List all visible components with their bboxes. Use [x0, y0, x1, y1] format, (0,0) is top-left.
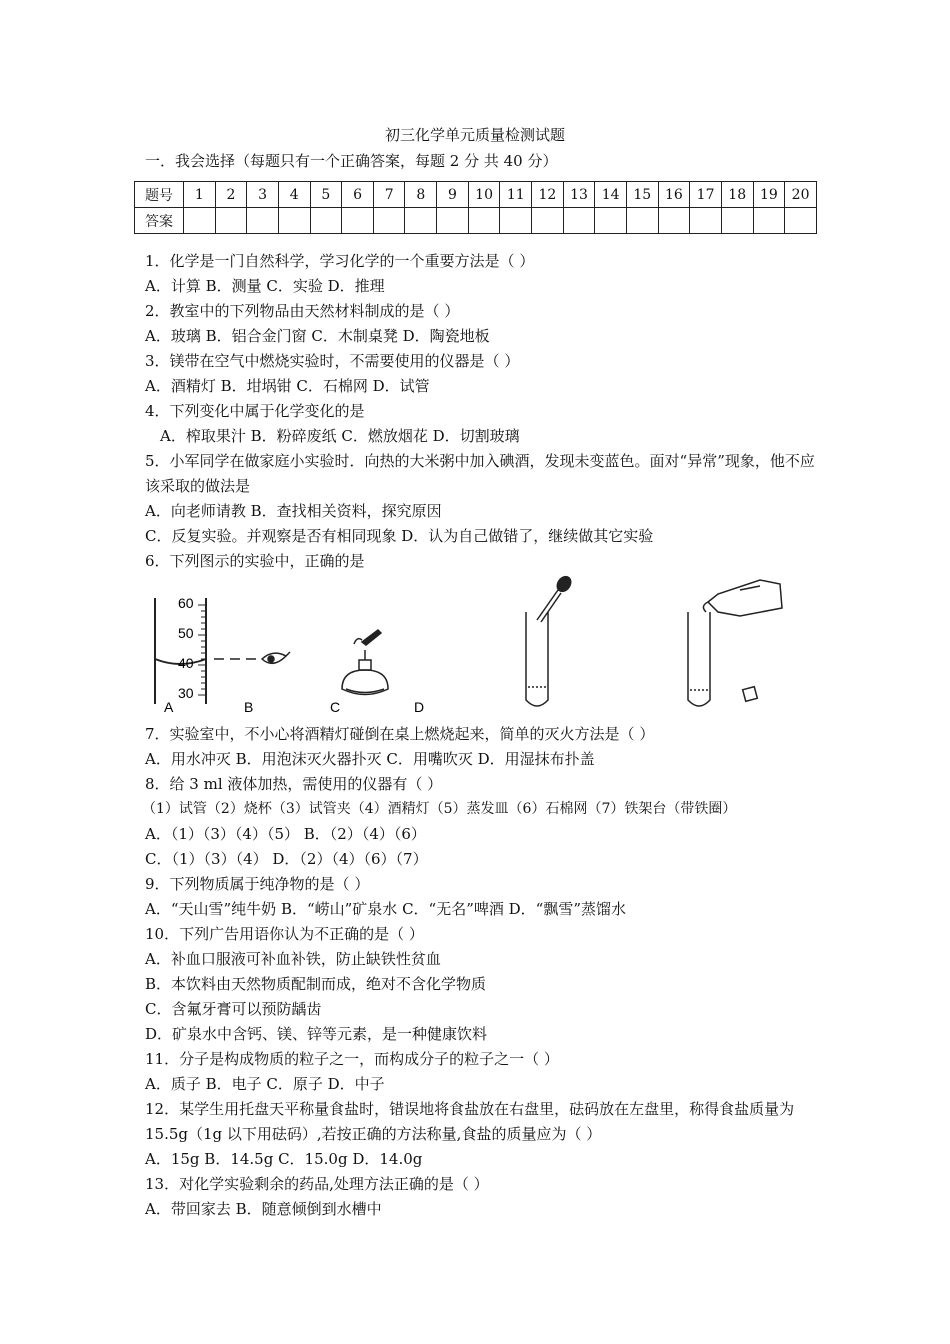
- answer-cell[interactable]: [563, 208, 595, 234]
- question-line: 10．下列广告用语你认为不正确的是（ ）: [145, 925, 424, 943]
- eye-icon: [262, 652, 290, 663]
- questions-part-2: [142, 722, 825, 1222]
- option-line: A．质子 B．电子 C．原子 D．中子: [145, 1075, 385, 1093]
- question-line: 13．对化学实验剩余的药品,处理方法正确的是（ ）: [145, 1175, 489, 1193]
- pouring-bottle-icon: [688, 580, 782, 706]
- option-line: A．玻璃 B．铝合金门窗 C．木制桌凳 D．陶瓷地板: [145, 327, 490, 345]
- question-line: 12．某学生用托盘天平称量食盐时，错误地将食盐放在右盘里，砝码放在左盘里，称得食盐质量为 15.5g（1g 以下用砝码）,若按正确的方法称量,食盐的质量应为（ ）: [145, 1100, 795, 1143]
- option-line: A．带回家去 B．随意倾倒到水槽中: [145, 1200, 382, 1218]
- figure-label-d: D: [414, 699, 425, 715]
- option-line: A．酒精灯 B．坩埚钳 C．石棉网 D．试管: [145, 377, 430, 395]
- table-row: [135, 182, 817, 208]
- option-line: A．向老师请教 B．查找相关资料，探究原因: [145, 502, 442, 520]
- answer-cell[interactable]: [500, 208, 532, 234]
- answer-cell[interactable]: [215, 208, 247, 234]
- question-number-cell: 3: [247, 182, 279, 208]
- answer-cell[interactable]: [753, 208, 785, 234]
- scale-mark: 50: [178, 625, 194, 641]
- dropper-test-tube-icon: [526, 574, 574, 706]
- scale-mark: 30: [178, 685, 194, 701]
- scale-mark: 60: [178, 595, 194, 611]
- option-line: A．（1）（3）（4）（5） B．（2）（4）（6）: [145, 825, 426, 843]
- option-line: C．（1）（3）（4） D．（2）（4）（6）（7）: [145, 850, 428, 868]
- option-line: A．补血口服液可补血补铁，防止缺铁性贫血: [145, 950, 441, 968]
- lab-operations-figure: [140, 572, 800, 720]
- answer-cell[interactable]: [626, 208, 658, 234]
- answer-cell[interactable]: [690, 208, 722, 234]
- option-line: C．反复实验。并观察是否有相同现象 D．认为自己做错了，继续做其它实验: [145, 527, 654, 545]
- question-number-cell: 15: [626, 182, 658, 208]
- answer-cell[interactable]: [468, 208, 500, 234]
- question-number-cell: 16: [658, 182, 690, 208]
- question-number-cell: 12: [532, 182, 564, 208]
- question-line: 1．化学是一门自然科学，学习化学的一个重要方法是（ ）: [145, 252, 535, 270]
- alcohol-lamp-icon: [342, 630, 388, 695]
- question-number-cell: 20: [785, 182, 817, 208]
- question-line: 7．实验室中，不小心将酒精灯碰倒在桌上燃烧起来，简单的灭火方法是（ ）: [145, 725, 655, 743]
- question-number-cell: 4: [278, 182, 310, 208]
- questions-part-1: [145, 249, 825, 574]
- answer-cell[interactable]: [785, 208, 817, 234]
- question-number-cell: 7: [373, 182, 405, 208]
- answer-cell[interactable]: [721, 208, 753, 234]
- option-line: A．用水冲灭 B．用泡沫灭火器扑灭 C．用嘴吹灭 D．用湿抹布扑盖: [145, 750, 595, 768]
- answer-cell[interactable]: [532, 208, 564, 234]
- option-line: A．“天山雪”纯牛奶 B．“崂山”矿泉水 C．“无名”啤酒 D．“飘雪”蒸馏水: [145, 900, 627, 918]
- section-heading: 一．我会选择（每题只有一个正确答案，每题 2 分 共 40 分）: [145, 152, 558, 170]
- answer-cell[interactable]: [184, 208, 216, 234]
- graduated-cylinder-icon: [155, 598, 256, 704]
- figure-label-c: C: [330, 699, 341, 715]
- figure-label-a: A: [164, 699, 174, 715]
- answer-cell[interactable]: [658, 208, 690, 234]
- page-title: 初三化学单元质量检测试题: [384, 126, 565, 144]
- table-row-header: 题号: [135, 182, 184, 208]
- table-row-header: 答案: [135, 208, 184, 234]
- question-line: 3．镁带在空气中燃烧实验时，不需要使用的仪器是（ ）: [145, 352, 520, 370]
- question-number-cell: 17: [690, 182, 722, 208]
- question-line: 5．小军同学在做家庭小实验时．向热的大米粥中加入碘酒，发现未变蓝色。面对“异常”现象，他不应该采取的做法是: [145, 452, 815, 495]
- question-line: 8．给 3 ml 液体加热，需使用的仪器有（ ）: [145, 775, 443, 793]
- question-line: （1）试管（2）烧杯（3）试管夹（4）酒精灯（5）蒸发皿（6）石棉网（7）铁架台（带铁圈）: [142, 801, 737, 817]
- question-number-cell: 2: [215, 182, 247, 208]
- question-line: 2．教室中的下列物品由天然材料制成的是（ ）: [145, 302, 460, 320]
- answer-table: [134, 181, 817, 234]
- question-number-cell: 6: [342, 182, 374, 208]
- question-number-cell: 18: [721, 182, 753, 208]
- answer-cell[interactable]: [595, 208, 627, 234]
- question-number-cell: 11: [500, 182, 532, 208]
- question-number-cell: 1: [184, 182, 216, 208]
- question-number-cell: 8: [405, 182, 437, 208]
- answer-cell[interactable]: [405, 208, 437, 234]
- answer-cell[interactable]: [437, 208, 469, 234]
- figure-label-b: B: [244, 699, 254, 715]
- answer-cell[interactable]: [342, 208, 374, 234]
- option-line: C．含氟牙膏可以预防龋齿: [145, 1000, 322, 1018]
- option-line: B．本饮料由天然物质配制而成，绝对不含化学物质: [145, 975, 487, 993]
- scale-mark: 40: [178, 655, 194, 671]
- option-line: D．矿泉水中含钙、镁、锌等元素，是一种健康饮料: [145, 1025, 488, 1043]
- question-number-cell: 14: [595, 182, 627, 208]
- question-line: 9．下列物质属于纯净物的是（ ）: [145, 875, 370, 893]
- answer-cell[interactable]: [310, 208, 342, 234]
- answer-cell[interactable]: [373, 208, 405, 234]
- answer-cell[interactable]: [278, 208, 310, 234]
- question-line: 4．下列变化中属于化学变化的是: [145, 402, 365, 420]
- lab-diagram: [140, 572, 800, 720]
- question-number-cell: 19: [753, 182, 785, 208]
- table-row: [135, 208, 817, 234]
- question-number-cell: 9: [437, 182, 469, 208]
- question-line: 6．下列图示的实验中，正确的是: [145, 552, 365, 570]
- question-line: 11．分子是构成物质的粒子之一，而构成分子的粒子之一（ ）: [145, 1050, 559, 1068]
- option-line: A．计算 B．测量 C．实验 D．推理: [145, 277, 385, 295]
- question-number-cell: 10: [468, 182, 500, 208]
- answer-cell[interactable]: [247, 208, 279, 234]
- question-number-cell: 5: [310, 182, 342, 208]
- question-number-cell: 13: [563, 182, 595, 208]
- option-line: A．榨取果汁 B．粉碎废纸 C．燃放烟花 D．切割玻璃: [160, 427, 520, 445]
- option-line: A．15g B．14.5g C．15.0g D．14.0g: [145, 1150, 423, 1168]
